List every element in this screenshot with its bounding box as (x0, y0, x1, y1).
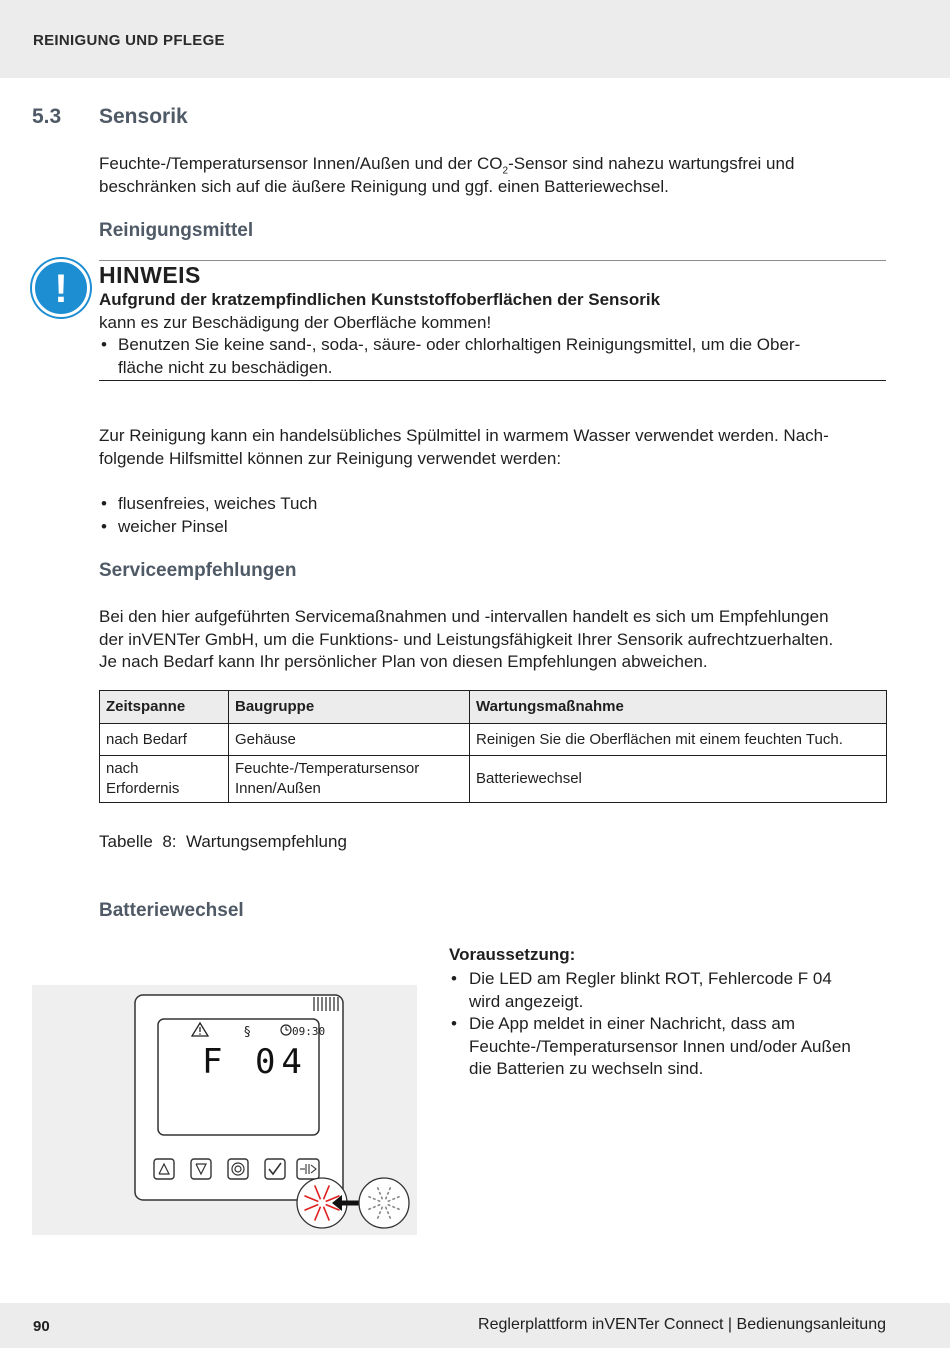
section-number: 5.3 (32, 105, 62, 128)
req1-line2: wird angezeigt. (469, 991, 584, 1011)
led-off-icon (359, 1178, 409, 1228)
table-row (100, 724, 887, 756)
paragraph-icon: § (244, 1025, 251, 1040)
cell-component: Gehäuse (229, 724, 470, 756)
cell-period: nach Bedarf (100, 724, 229, 756)
notice-bullet-line1: Benutzen Sie keine sand-, soda-, säure- oder chlorhaltigen Reinigungsmittel, um die Ober- (118, 335, 801, 354)
section-title: Sensorik (99, 105, 188, 128)
service-heading: Serviceempfehlungen (99, 560, 297, 581)
table-row (100, 756, 887, 803)
list-item-text: flusenfreies, weiches Tuch (118, 494, 318, 513)
list-item-text: weicher Pinsel (118, 517, 228, 536)
bullet-dot: • (101, 335, 107, 354)
exclamation-icon: ! (32, 259, 90, 317)
controller-drawing (32, 985, 417, 1235)
notice-bold-line: Aufgrund der kratzempfindlichen Kunststoffoberflächen der Sensorik (99, 290, 661, 309)
notice-top-rule (99, 260, 886, 261)
service-paragraph (99, 606, 889, 674)
notice-bottom-rule (99, 380, 886, 381)
notice-line2: kann es zur Beschädigung der Oberfläche kommen! (99, 313, 492, 332)
req1-line1: Die LED am Regler blinkt ROT, Fehlercode F 04 (469, 969, 832, 988)
req2-line2: Feuchte-/Temperatursensor Innen und/oder Außen (469, 1036, 851, 1056)
bullet-dot: • (101, 494, 107, 513)
document-title: Reglerplattform inVENTer Connect | Bedienungsanleitung (478, 1316, 886, 1333)
clock-readout: 09:30 (292, 1025, 326, 1038)
requirement-title: Voraussetzung: (449, 945, 576, 964)
cell-action: Reinigen Sie die Oberflächen mit einem feuchten Tuch. (470, 724, 887, 756)
device-illustration (32, 985, 417, 1235)
intro-line1: Feuchte-/Temperatursensor Innen/Außen und der $CO_2$-Sensor sind nahezu wartungsfrei und (99, 154, 795, 177)
list-item (449, 968, 889, 1013)
page-number: 90 (33, 1318, 50, 1335)
cell-action: Batteriewechsel (470, 756, 887, 803)
table-header-row (100, 691, 887, 724)
req2-line1: Die App meldet in einer Nachricht, dass am (469, 1014, 795, 1033)
cleaning-paragraph (99, 425, 889, 470)
notice-bullet-line2: fläche nicht zu beschädigen. (118, 357, 333, 377)
cleaning-para-line1: Zur Reinigung kann ein handelsübliches Spülmittel in warmem Wasser verwendet werden. Nach- (99, 426, 829, 445)
cell-component: Feuchte-/Temperatursensor Innen/Außen (229, 756, 470, 803)
up-button (154, 1159, 174, 1179)
service-para-line2: der inVENTer GmbH, um die Funktions- und Leistungsfähigkeit Ihrer Sensorik aufrechtzuerhalten. (99, 629, 834, 649)
notice-title: HINWEIS (99, 262, 201, 288)
intro-line2: beschränken sich auf die äußere Reinigung und ggf. einen Batteriewechsel. (99, 176, 669, 196)
maintenance-table (99, 690, 887, 803)
cell-period: nach Erfordernis (100, 756, 229, 803)
bullet-dot: • (451, 969, 457, 988)
cleaning-para-line2: folgende Hilfsmittel können zur Reinigung verwendet werden: (99, 448, 562, 468)
bullet-dot: • (101, 517, 107, 536)
down-button (191, 1159, 211, 1179)
intro-paragraph (99, 153, 889, 198)
confirm-button (265, 1159, 285, 1179)
list-item (449, 1013, 889, 1081)
vent-slots (314, 997, 338, 1011)
header-title: REINIGUNG UND PFLEGE (33, 32, 225, 49)
req2-line3: die Batterien zu wechseln sind. (469, 1059, 704, 1078)
home-button (228, 1159, 248, 1179)
bullet-dot: • (451, 1014, 457, 1033)
battery-heading: Batteriewechsel (99, 900, 244, 921)
col-header-component: Baugruppe (229, 691, 470, 724)
col-header-action: Wartungsmaßnahme (470, 691, 887, 724)
list-item (99, 516, 889, 539)
error-code-readout: F 04 (202, 1042, 308, 1082)
list-item (99, 493, 889, 516)
col-header-period: Zeitspanne (100, 691, 229, 724)
service-para-line1: Bei den hier aufgeführten Servicemaßnahmen und -intervallen handelt es sich um Empfehlungen (99, 607, 829, 626)
notice-bullet (99, 334, 889, 379)
service-para-line3: Je nach Bedarf kann Ihr persönlicher Plan von diesen Empfehlungen abweichen. (99, 652, 708, 671)
cleaning-heading: Reinigungsmittel (99, 220, 254, 241)
table-caption: Tabelle 8: Wartungsempfehlung (99, 832, 347, 851)
